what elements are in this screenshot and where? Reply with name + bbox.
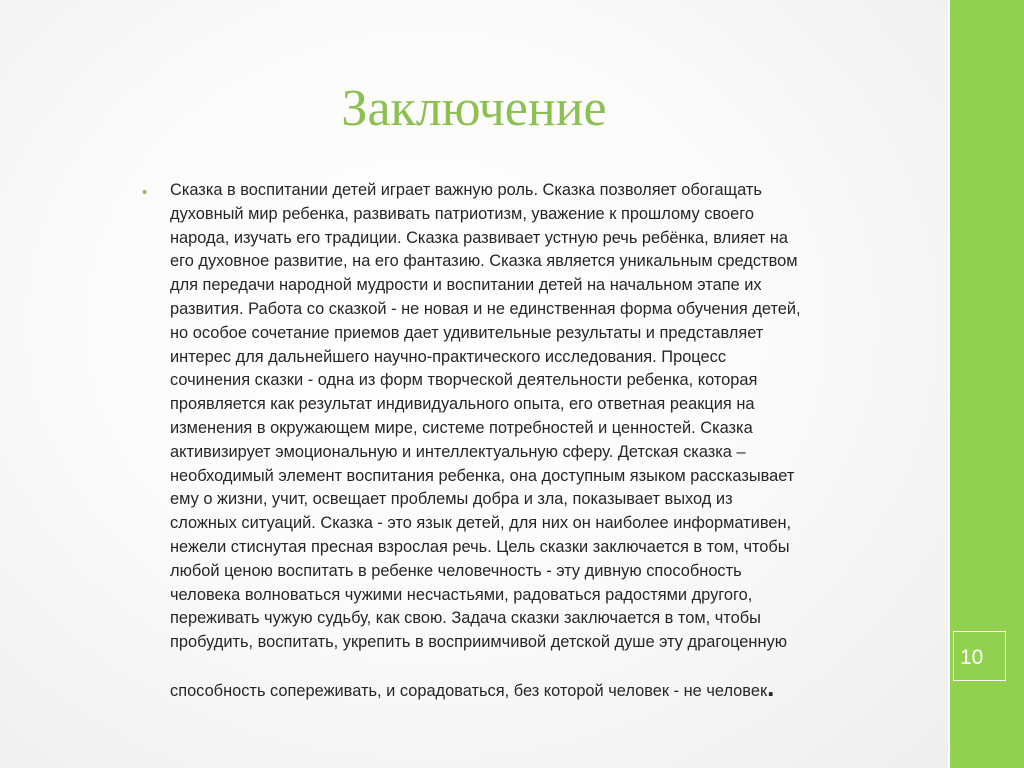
body-line: народа, изучать его традиции. Сказка развивает устную речь ребёнка, влияет на (170, 228, 788, 247)
body-line: ему о жизни, учит, освещает проблемы добра и зла, показывает выход из (170, 490, 733, 509)
body-line: изменения в окружающем мире, системе потребностей и ценностей. Сказка (170, 418, 753, 437)
body-line: но особое сочетание приемов дает удивительные результаты и представляет (170, 323, 764, 342)
body-line: нежели стиснутая пресная взрослая речь. Цель сказки заключается в том, чтобы (170, 537, 790, 556)
body-line-last-period: . (767, 671, 775, 702)
body-line: Сказка в воспитании детей играет важную роль. Сказка позволяет обогащать (170, 181, 762, 199)
slide-title: Заключение (341, 80, 607, 137)
body-line: любой ценою воспитать в ребенке человечность - эту дивную способность (170, 561, 742, 580)
side-bar-divider (948, 0, 950, 768)
body-line-last (170, 671, 860, 704)
body-line: проявляется как результат индивидуального опыта, его ответная реакция на (170, 395, 755, 414)
slide-number: 10 (960, 646, 984, 669)
body-line: переживать чужую судьбу, как свою. Задача сказки заключается в том, чтобы (170, 609, 761, 628)
body-line: развития. Работа со сказкой - не новая и не единственная форма обучения детей, (170, 299, 801, 318)
body-line: необходимый элемент воспитания ребенка, она доступным языком рассказывает (170, 466, 795, 485)
body-line: активизирует эмоциональную и интеллектуальную сферу. Детская сказка – (170, 442, 746, 461)
slide-body-text (170, 179, 860, 704)
body-line: сочинения сказки - одна из форм творческой деятельности ребенка, которая (170, 371, 758, 390)
body-line: интерес для дальнейшего научно-практического исследования. Процесс (170, 347, 727, 366)
body-line: духовный мир ребенка, развивать патриотизм, уважение к прошлому своего (170, 204, 754, 223)
body-line: человека волноваться чужими несчастьями, радоваться радостями другого, (170, 585, 753, 604)
slide-number-box (953, 631, 1006, 681)
body-line: пробудить, воспитать, укрепить в восприимчивой детской душе эту драгоценную (170, 633, 787, 652)
body-line: его духовное развитие, на его фантазию. Сказка является уникальным средством (170, 252, 798, 271)
body-line: для передачи народной мудрости и воспитании детей на начальном этапе их (170, 276, 762, 295)
body-line: сложных ситуаций. Сказка - это язык детей, для них он наиболее информативен, (170, 514, 792, 533)
body-line-last-text: способность сопереживать, и сорадоваться, без которой человек - не человек (170, 681, 768, 700)
bullet-icon: • (142, 184, 148, 201)
